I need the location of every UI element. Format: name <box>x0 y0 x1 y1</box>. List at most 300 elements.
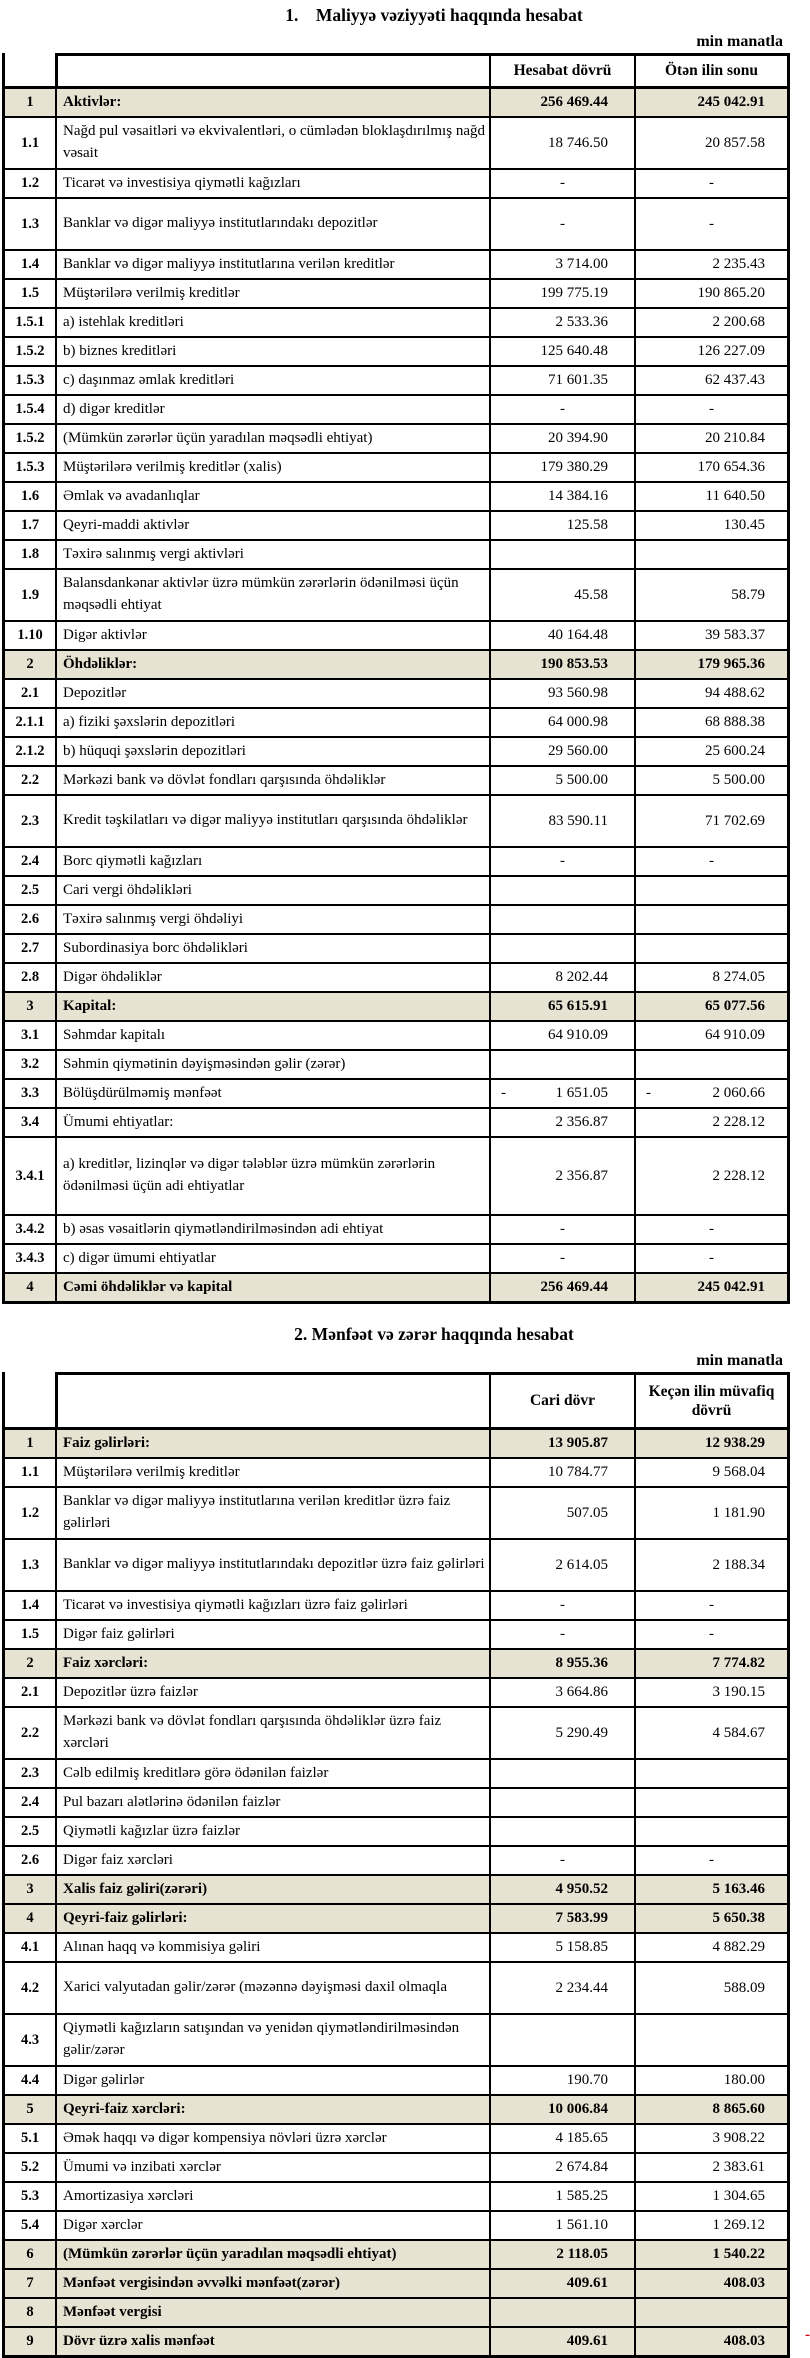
table-row <box>5 1818 787 1847</box>
previous-period-value-cell: - <box>634 1245 787 1272</box>
row-label-cell: Amortizasiya xərcləri <box>55 2183 489 2210</box>
previous-period-value-cell: 39 583.37 <box>634 622 787 649</box>
table-row <box>5 570 787 622</box>
row-label-cell: Təxirə salınmış vergi öhdəliyi <box>55 906 489 933</box>
table-row <box>5 2241 787 2270</box>
row-label-cell: c) digər ümumi ehtiyatlar <box>55 1245 489 1272</box>
previous-period-value-cell <box>634 1789 787 1816</box>
table-row <box>5 1430 787 1459</box>
row-number-cell: 7 <box>5 2270 55 2297</box>
row-label-cell: Cəmi öhdəliklər və kapital <box>55 1274 489 1301</box>
current-period-value-cell <box>489 935 634 962</box>
row-label-cell: Bölüşdürülməmiş mənfəət <box>55 1080 489 1107</box>
financial-position-table-wrap <box>0 53 800 1304</box>
row-number-cell: 3.4.3 <box>15 1250 45 1266</box>
previous-period-value-cell: 8 865.60 <box>634 2096 787 2123</box>
previous-period-value-cell: 5 163.46 <box>634 1876 787 1903</box>
previous-period-value-cell: 5 650.38 <box>634 1905 787 1932</box>
row-label-cell: Faiz xərcləri: <box>55 1650 489 1677</box>
row-label-cell: (Mümkün zərərlər üçün yaradılan məqsədli ehtiyat) <box>55 425 489 452</box>
current-period-value-cell: - <box>489 1245 634 1272</box>
previous-period-value-cell <box>634 1080 787 1107</box>
row-number-cell: 1.2 <box>20 1504 40 1521</box>
table-row <box>5 2183 787 2212</box>
current-period-value-cell: 199 775.19 <box>489 280 634 307</box>
current-period-value-cell: 256 469.44 <box>489 89 634 116</box>
current-period-value-cell: 2 234.44 <box>489 1963 634 2013</box>
row-label-cell: Xalis faiz gəliri(zərəri) <box>55 1876 489 1903</box>
previous-period-value-cell: - <box>634 1592 787 1619</box>
previous-period-value-cell: 1 181.90 <box>634 1488 787 1538</box>
table-row <box>5 877 787 906</box>
current-period-value-cell <box>489 2299 634 2326</box>
row-label-cell: Borc qiymətli kağızları <box>55 848 489 875</box>
current-period-value-cell: - <box>489 1621 634 1648</box>
previous-period-value-cell: - <box>634 1621 787 1648</box>
table-body <box>2 86 790 1304</box>
current-period-value-cell: 2 614.05 <box>489 1540 634 1590</box>
row-number-cell: 2.7 <box>20 940 40 956</box>
previous-period-value-cell: 2 228.12 <box>634 1109 787 1136</box>
table-row <box>5 512 787 541</box>
table-row <box>5 1592 787 1621</box>
previous-period-value-cell: - <box>634 170 787 197</box>
current-period-value-cell <box>489 906 634 933</box>
row-label-cell: Banklar və digər maliyyə institutlarındakı depozitlər <box>55 199 489 249</box>
row-number-cell: 1.3 <box>20 215 40 232</box>
row-label-cell: Kapital: <box>55 993 489 1020</box>
table-row <box>5 1789 787 1818</box>
row-number-cell: 3.2 <box>20 1056 40 1072</box>
previous-period-value-cell: - <box>634 1847 787 1874</box>
row-number-cell: 1.7 <box>20 517 40 533</box>
row-label-cell: Depozitlər üzrə faizlər <box>55 1679 489 1706</box>
row-number-cell: 1.5.1 <box>15 314 45 330</box>
table-row <box>5 118 787 170</box>
row-number-cell: 4.4 <box>20 2072 40 2088</box>
table-row <box>5 367 787 396</box>
table-row <box>5 1540 787 1592</box>
row-label-cell: d) digər kreditlər <box>55 396 489 423</box>
row-number-cell: 3.4 <box>20 1114 40 1130</box>
previous-period-value-cell: 130.45 <box>634 512 787 539</box>
row-number-cell: 2.2 <box>20 1724 40 1741</box>
row-label-cell: Kredit təşkilatları və digər maliyyə institutları qarşısında öhdəliklər <box>55 796 489 846</box>
table-header-box <box>55 1372 790 1427</box>
current-period-value-cell: 179 380.29 <box>489 454 634 481</box>
previous-period-value-cell: 3 190.15 <box>634 1679 787 1706</box>
row-label-cell: b) hüquqi şəxslərin depozitləri <box>55 738 489 765</box>
current-period-value-cell: 7 583.99 <box>489 1905 634 1932</box>
row-number-cell: 1.2 <box>20 175 40 191</box>
row-label-cell: a) istehlak kreditləri <box>55 309 489 336</box>
row-label-cell: Digər faiz xərcləri <box>55 1847 489 1874</box>
row-label-cell: Depozitlər <box>55 680 489 707</box>
current-period-value-cell: 256 469.44 <box>489 1274 634 1301</box>
table-row <box>5 483 787 512</box>
table-row <box>5 622 787 651</box>
current-period-value-cell: 1 585.25 <box>489 2183 634 2210</box>
previous-period-value-cell: 62 437.43 <box>634 367 787 394</box>
table-row <box>5 1080 787 1109</box>
previous-period-value-cell: 180.00 <box>634 2067 787 2094</box>
table-row <box>5 767 787 796</box>
row-label-cell: Mərkəzi bank və dövlət fondları qarşısında öhdəliklər üzrə faiz xərcləri <box>55 1708 489 1758</box>
row-label-cell: c) daşınmaz əmlak kreditləri <box>55 367 489 394</box>
table-row <box>5 1274 787 1301</box>
row-label-cell: Ümumi və inzibati xərclər <box>55 2154 489 2181</box>
current-period-value-cell: 10 006.84 <box>489 2096 634 2123</box>
row-number-cell: 1.4 <box>20 1597 40 1613</box>
previous-period-value-cell: 588.09 <box>634 1963 787 2013</box>
table-row <box>5 1847 787 1876</box>
table-row <box>5 2096 787 2125</box>
previous-period-value-cell: 25 600.24 <box>634 738 787 765</box>
row-label-cell: Cəlb edilmiş kreditlərə görə ödənilən faizlər <box>55 1760 489 1787</box>
previous-period-value-cell: - <box>634 848 787 875</box>
row-number-cell: 4.1 <box>20 1939 40 1955</box>
previous-period-value-cell: 179 965.36 <box>634 651 787 678</box>
current-period-value-cell: - <box>489 848 634 875</box>
row-number-cell: 4 <box>5 1274 55 1301</box>
previous-period-value-cell: 245 042.91 <box>634 89 787 116</box>
current-period-value-cell: 1 561.10 <box>489 2212 634 2239</box>
row-number-cell: 5.4 <box>20 2217 40 2233</box>
table-row <box>5 2270 787 2299</box>
table-body <box>2 1427 790 2358</box>
row-label-cell: Müştərilərə verilmiş kreditlər (xalis) <box>55 454 489 481</box>
previous-period-value-cell <box>634 2299 787 2326</box>
row-number-cell: 1.5 <box>20 1626 40 1642</box>
current-period-value-cell: 20 394.90 <box>489 425 634 452</box>
table-row <box>5 848 787 877</box>
current-period-value-cell: 190 853.53 <box>489 651 634 678</box>
header-description-cell <box>58 56 489 86</box>
row-number-cell: 2.5 <box>20 882 40 898</box>
table-row <box>5 338 787 367</box>
row-label-cell: Digər gəlirlər <box>55 2067 489 2094</box>
current-period-value-cell: 3 664.86 <box>489 1679 634 1706</box>
table-row <box>5 2299 787 2328</box>
row-number-cell: 1.5.2 <box>15 430 45 446</box>
row-label-cell: b) biznes kreditləri <box>55 338 489 365</box>
current-period-value-cell: 5 500.00 <box>489 767 634 794</box>
current-period-value-cell: 4 950.52 <box>489 1876 634 1903</box>
previous-period-value-cell: 190 865.20 <box>634 280 787 307</box>
current-period-value-cell: - <box>489 199 634 249</box>
column-header-current: Hesabat dövrü <box>489 56 634 86</box>
profit-loss-table <box>2 1372 790 2358</box>
previous-period-value-cell <box>634 906 787 933</box>
previous-period-value-cell: 2 235.43 <box>634 251 787 278</box>
value-number: 2 060.66 <box>712 1085 765 1101</box>
previous-period-value-cell <box>634 877 787 904</box>
header-number-spacer <box>2 53 55 86</box>
previous-period-value-cell: 7 774.82 <box>634 1650 787 1677</box>
previous-period-value-cell: 58.79 <box>634 570 787 620</box>
table-row <box>5 964 787 993</box>
current-period-value-cell: 2 356.87 <box>489 1109 634 1136</box>
row-number-cell: 3.4.2 <box>15 1221 45 1237</box>
row-number-cell: 2.8 <box>20 969 40 985</box>
current-period-value-cell: 29 560.00 <box>489 738 634 765</box>
table-row <box>5 2154 787 2183</box>
row-number-cell: 5 <box>5 2096 55 2123</box>
table-row <box>5 199 787 251</box>
table-row <box>5 651 787 680</box>
previous-period-value-cell: - <box>634 199 787 249</box>
row-label-cell: Qiymətli kağızların satışından və yenidən qiymətləndirilməsindən gəlir/zərər <box>55 2015 489 2065</box>
row-label-cell: Xarici valyutadan gəlir/zərər (məzənnə dəyişməsi daxil olmaqla <box>55 1963 489 2013</box>
table-row <box>5 1051 787 1080</box>
table-row <box>5 2125 787 2154</box>
row-label-cell: Digər öhdəliklər <box>55 964 489 991</box>
row-number-cell: 2.1.2 <box>15 743 45 759</box>
current-period-value-cell: - <box>489 1592 634 1619</box>
row-label-cell: Qiymətli kağızlar üzrə faizlər <box>55 1818 489 1845</box>
row-label-cell: Əmlak və avadanlıqlar <box>55 483 489 510</box>
row-number-cell: 2.3 <box>20 812 40 829</box>
row-label-cell: Banklar və digər maliyyə institutlarına verilən kreditlər üzrə faiz gəlirləri <box>55 1488 489 1538</box>
table-row <box>5 425 787 454</box>
table-row <box>5 170 787 199</box>
table-row <box>5 2015 787 2067</box>
row-label-cell: Banklar və digər maliyyə institutlarındakı depozitlər üzrə faiz gəlirləri <box>55 1540 489 1590</box>
row-label-cell: Müştərilərə verilmiş kreditlər <box>55 280 489 307</box>
row-label-cell: Səhmin qiymətinin dəyişməsindən gəlir (zərər) <box>55 1051 489 1078</box>
current-period-value-cell: 40 164.48 <box>489 622 634 649</box>
previous-period-value-cell: - <box>634 396 787 423</box>
table-row <box>5 280 787 309</box>
current-period-value-cell <box>489 2015 634 2065</box>
row-number-cell: 2.2 <box>20 772 40 788</box>
previous-period-value-cell: 170 654.36 <box>634 454 787 481</box>
current-period-value-cell: 2 118.05 <box>489 2241 634 2268</box>
table-row <box>5 1650 787 1679</box>
row-label-cell: Ticarət və investisiya qiymətli kağızları üzrə faiz gəlirləri <box>55 1592 489 1619</box>
row-number-cell: 1.5.3 <box>15 372 45 388</box>
current-period-value-cell: 64 910.09 <box>489 1022 634 1049</box>
current-period-value-cell: 10 784.77 <box>489 1459 634 1486</box>
column-header-previous: Keçən ilin müvafiq dövrü <box>634 1375 787 1427</box>
previous-period-value-cell: 1 540.22 <box>634 2241 787 2268</box>
current-period-value-cell: 409.61 <box>489 2270 634 2297</box>
row-number-cell: 1.6 <box>20 488 40 504</box>
row-label-cell: Balansdankənar aktivlər üzrə mümkün zərərlərin ödənilməsi üçün məqsədli ehtiyat <box>55 570 489 620</box>
row-label-cell: Mərkəzi bank və dövlət fondları qarşısında öhdəliklər <box>55 767 489 794</box>
row-number-cell: 1.1 <box>20 1464 40 1480</box>
previous-period-value-cell: 20 210.84 <box>634 425 787 452</box>
table-row <box>5 906 787 935</box>
row-number-cell: 1.5 <box>20 285 40 301</box>
row-number-cell: 1 <box>5 89 55 116</box>
table-header-row <box>2 53 790 86</box>
previous-period-value-cell: 11 640.50 <box>634 483 787 510</box>
current-period-value-cell: - <box>489 1847 634 1874</box>
current-period-value-cell: 5 290.49 <box>489 1708 634 1758</box>
row-label-cell: Qeyri-faiz xərcləri: <box>55 2096 489 2123</box>
table-row <box>5 1934 787 1963</box>
current-period-value-cell: 2 356.87 <box>489 1138 634 1214</box>
row-number-cell: 3 <box>5 993 55 1020</box>
current-period-value-cell: 409.61 <box>489 2328 634 2355</box>
row-label-cell: Digər faiz gəlirləri <box>55 1621 489 1648</box>
row-number-cell: 2 <box>5 1650 55 1677</box>
table-row <box>5 1022 787 1051</box>
row-label-cell: Təxirə salınmış vergi aktivləri <box>55 541 489 568</box>
current-period-value-cell <box>489 1760 634 1787</box>
previous-period-value-cell: 4 882.29 <box>634 1934 787 1961</box>
table-row <box>5 1621 787 1650</box>
row-number-cell: 3.3 <box>20 1085 40 1101</box>
table-row <box>5 935 787 964</box>
row-label-cell: Öhdəliklər: <box>55 651 489 678</box>
current-period-value-cell: 71 601.35 <box>489 367 634 394</box>
statement2-unit-label: min manatla <box>696 1352 783 1369</box>
row-label-cell: Səhmdar kapitalı <box>55 1022 489 1049</box>
column-header-current: Cari dövr <box>489 1375 634 1427</box>
current-period-value-cell: 83 590.11 <box>489 796 634 846</box>
table-row <box>5 709 787 738</box>
current-period-value-cell: 507.05 <box>489 1488 634 1538</box>
table-row <box>5 1459 787 1488</box>
row-number-cell: 1 <box>5 1430 55 1457</box>
previous-period-value-cell: 71 702.69 <box>634 796 787 846</box>
previous-period-value-cell: 1 304.65 <box>634 2183 787 2210</box>
previous-period-value-cell: 408.03 <box>634 2328 787 2355</box>
row-label-cell: Dövr üzrə xalis mənfəət <box>55 2328 489 2355</box>
table-row <box>5 680 787 709</box>
current-period-value-cell: 3 714.00 <box>489 251 634 278</box>
table-row <box>5 251 787 280</box>
row-label-cell: Digər xərclər <box>55 2212 489 2239</box>
previous-period-value-cell: 245 042.91 <box>634 1274 787 1301</box>
row-number-cell: 1.3 <box>20 1556 40 1573</box>
table-row <box>5 309 787 338</box>
row-number-cell: 4.2 <box>20 1979 40 1996</box>
current-period-value-cell: 125 640.48 <box>489 338 634 365</box>
table-row <box>5 541 787 570</box>
row-label-cell: Ticarət və investisiya qiymətli kağızları <box>55 170 489 197</box>
row-number-cell: 4 <box>5 1905 55 1932</box>
previous-period-value-cell <box>634 1760 787 1787</box>
current-period-value-cell <box>489 1818 634 1845</box>
previous-period-value-cell <box>634 935 787 962</box>
statement1-title: 1. Maliyyə vəziyyəti haqqında hesabat <box>285 5 583 25</box>
row-number-cell: 2.4 <box>20 853 40 869</box>
row-label-cell: Qeyri-maddi aktivlər <box>55 512 489 539</box>
current-period-value-cell <box>489 1080 634 1107</box>
row-label-cell: (Mümkün zərərlər üçün yaradılan məqsədli ehtiyat) <box>55 2241 489 2268</box>
current-period-value-cell: 14 384.16 <box>489 483 634 510</box>
row-label-cell: Əmək haqqı və digər kompensiya növləri üzrə xərclər <box>55 2125 489 2152</box>
row-number-cell: 1.5.3 <box>15 459 45 475</box>
previous-period-value-cell: - <box>634 1216 787 1243</box>
previous-period-value-cell: 9 568.04 <box>634 1459 787 1486</box>
current-period-value-cell <box>489 1789 634 1816</box>
previous-period-value-cell: 65 077.56 <box>634 993 787 1020</box>
current-period-value-cell: 18 746.50 <box>489 118 634 168</box>
table-row <box>5 2212 787 2241</box>
previous-period-value-cell <box>634 541 787 568</box>
table-row <box>5 738 787 767</box>
table-row <box>5 1963 787 2015</box>
row-number-cell: 2.1.1 <box>15 714 45 730</box>
table-row <box>5 1760 787 1789</box>
current-period-value-cell <box>489 877 634 904</box>
row-number-cell: 1.5.2 <box>15 343 45 359</box>
current-period-value-cell: 45.58 <box>489 570 634 620</box>
row-label-cell: Faiz gəlirləri: <box>55 1430 489 1457</box>
row-label-cell: Nağd pul vəsaitləri və ekvivalentləri, o cümlədən bloklaşdırılmış nağd vəsait <box>55 118 489 168</box>
table-row <box>5 2328 787 2355</box>
row-number-cell: 8 <box>5 2299 55 2326</box>
previous-period-value-cell: 8 274.05 <box>634 964 787 991</box>
row-label-cell: Müştərilərə verilmiş kreditlər <box>55 1459 489 1486</box>
current-period-value-cell: 8 955.36 <box>489 1650 634 1677</box>
row-number-cell: 1.10 <box>17 627 43 643</box>
financial-position-table <box>2 53 790 1304</box>
current-period-value-cell: 2 533.36 <box>489 309 634 336</box>
row-number-cell: 2.1 <box>20 1684 40 1700</box>
current-period-value-cell: 65 615.91 <box>489 993 634 1020</box>
row-number-cell: 5.1 <box>20 2130 40 2146</box>
current-period-value-cell: 125.58 <box>489 512 634 539</box>
row-label-cell: Banklar və digər maliyyə institutlarına verilən kreditlər <box>55 251 489 278</box>
current-period-value-cell: 93 560.98 <box>489 680 634 707</box>
row-number-cell: 3.1 <box>20 1027 40 1043</box>
row-number-cell: 2.3 <box>20 1765 40 1781</box>
previous-period-value-cell: 1 269.12 <box>634 2212 787 2239</box>
row-label-cell: Digər aktivlər <box>55 622 489 649</box>
current-period-value-cell: 190.70 <box>489 2067 634 2094</box>
row-label-cell: Alınan haqq və kommisiya gəliri <box>55 1934 489 1961</box>
row-number-cell: 4.3 <box>20 2031 40 2048</box>
current-period-value-cell <box>489 541 634 568</box>
header-number-spacer <box>2 1372 55 1427</box>
table-row <box>5 454 787 483</box>
profit-loss-table-wrap <box>0 1372 810 2358</box>
previous-period-value-cell: 64 910.09 <box>634 1022 787 1049</box>
row-label-cell: Qeyri-faiz gəlirləri: <box>55 1905 489 1932</box>
current-period-value-cell: 8 202.44 <box>489 964 634 991</box>
previous-period-value-cell: 2 200.68 <box>634 309 787 336</box>
table-row <box>5 1138 787 1216</box>
table-header-row <box>2 1372 790 1427</box>
table-row <box>5 1245 787 1274</box>
row-number-cell: 2.1 <box>20 685 40 701</box>
red-dash-annotation: - <box>805 2327 810 2343</box>
header-description-cell <box>58 1375 489 1427</box>
row-number-cell: 6 <box>5 2241 55 2268</box>
current-period-value-cell: 13 905.87 <box>489 1430 634 1457</box>
current-period-value-cell: 5 158.85 <box>489 1934 634 1961</box>
row-label-cell: b) əsas vəsaitlərin qiymətləndirilməsindən adi ehtiyat <box>55 1216 489 1243</box>
negative-sign: - <box>501 1085 506 1101</box>
current-period-value-cell: - <box>489 396 634 423</box>
previous-period-value-cell: 126 227.09 <box>634 338 787 365</box>
table-row <box>5 993 787 1022</box>
row-number-cell: 9 <box>5 2328 55 2355</box>
row-number-cell: 5.2 <box>20 2159 40 2175</box>
previous-period-value-cell: 68 888.38 <box>634 709 787 736</box>
table-row <box>5 1905 787 1934</box>
row-number-cell: 1.9 <box>20 586 40 603</box>
statement1-unit-label: min manatla <box>696 33 783 50</box>
table-row <box>5 796 787 848</box>
row-number-cell: 3.4.1 <box>15 1167 45 1184</box>
statement2-title: 2. Mənfəət və zərər haqqında hesabat <box>294 1324 574 1344</box>
